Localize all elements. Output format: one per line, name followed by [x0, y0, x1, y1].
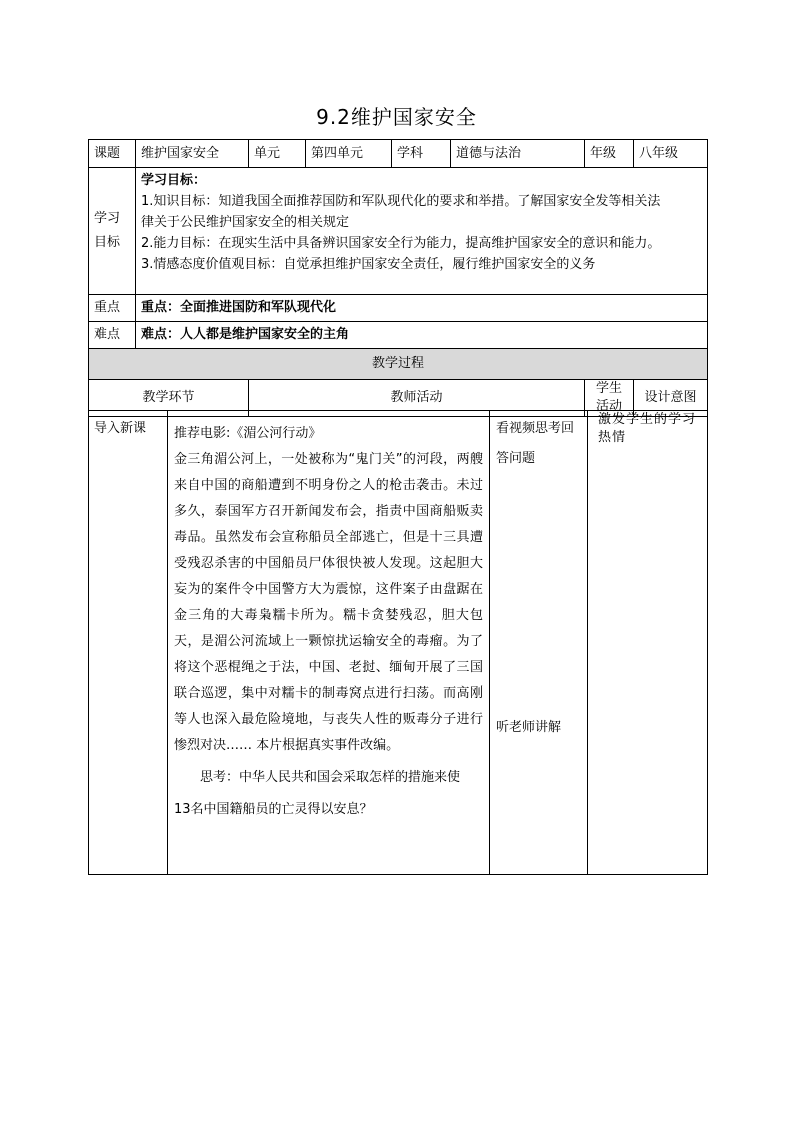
goals-content — [136, 168, 708, 295]
key-point-row — [89, 295, 708, 322]
col-design-label: 设计意图 — [644, 390, 697, 405]
goals-line: 律关于公民维护国家安全的相关规定 — [141, 215, 350, 230]
process-title-row — [89, 349, 708, 380]
teacher-activity — [168, 411, 490, 875]
goals-label — [89, 168, 136, 295]
unit-label: 单元 — [249, 140, 306, 168]
design-intent-text: 激发学生的学习热情 — [598, 412, 697, 445]
grade-label: 年级 — [585, 140, 634, 168]
page-title: 9.2维护国家安全 — [316, 105, 477, 129]
goals-line: 2.能力目标：在现实生活中具备辨识国家安全行为能力，提高维护国家安全的意识和能力。 — [141, 236, 661, 251]
student-activity-1: 看视频思考回答问题 — [496, 421, 575, 466]
difficulty-label: 难点 — [89, 322, 136, 349]
key-point-value: 重点：全面推进国防和军队现代化 — [136, 295, 708, 322]
subject-value: 道德与法治 — [451, 140, 585, 168]
goals-row — [89, 168, 708, 295]
col-stage-label: 教学环节 — [142, 390, 195, 405]
difficulty-value: 难点：人人都是维护国家安全的主角 — [136, 322, 708, 349]
teacher-question-cont: 13名中国籍船员的亡灵得以安息？ — [174, 802, 373, 817]
step-stage — [89, 411, 168, 875]
col-teacher-label: 教师活动 — [390, 390, 443, 405]
design-intent — [588, 411, 708, 875]
teacher-story: 金三角湄公河上，一处被称为“鬼门关”的河段，两艘来自中国的商船遭到不明身份之人的枪击袭击。未过多久，泰国军方召开新闻发布会，指责中国商船贩卖毒品。虽然发布会宣称船员全部逃亡，但是十三具遭受残忍杀害的中国船员尸体很快被人发现。这起胆大妄为的案件令中国警方大为震惊，这件案子由盘踞在金三角的大毒枭糯卡所为。糯卡贪婪残忍，胆大包天，是湄公河流域上一颗惊扰运输安全的毒瘤。为了将这个恶棍绳之于法，中国、老挝、缅甸开展了三国联合巡逻，集中对糯卡的制毒窝点进行扫荡。而高刚等人也深入最危险境地，与丧失人性的贩毒分子进行惨烈对决…… 本片根据真实事件改编。 — [174, 452, 483, 753]
lesson-plan-table — [88, 139, 708, 417]
teacher-movie-line: 推荐电影:《湄公河行动》 — [174, 426, 322, 441]
student-activity — [490, 411, 588, 875]
step-row — [89, 411, 708, 875]
step-stage-label: 导入新课 — [94, 421, 147, 436]
topic-label: 课题 — [89, 140, 136, 168]
goals-label-line1: 学习 — [94, 211, 121, 226]
goals-label-line2: 目标 — [94, 235, 121, 250]
teacher-question: 思考：中华人民共和国会采取怎样的措施来使 — [200, 770, 461, 785]
key-point-label: 重点 — [89, 295, 136, 322]
goals-line: 3.情感态度价值观目标：自觉承担维护国家安全责任，履行维护国家安全的义务 — [141, 257, 596, 272]
difficulty-row — [89, 322, 708, 349]
header-row — [89, 140, 708, 168]
process-title: 教学过程 — [89, 349, 708, 380]
process-body-table — [88, 410, 708, 875]
student-activity-2: 听老师讲解 — [496, 720, 562, 735]
goals-line: 1.知识目标：知道我国全面推荐国防和军队现代化的要求和举措。了解国家安全发等相关法 — [141, 194, 661, 209]
subject-label: 学科 — [392, 140, 451, 168]
topic-value: 维护国家安全 — [136, 140, 249, 168]
grade-value: 八年级 — [634, 140, 708, 168]
col-student-label: 学生活动 — [595, 381, 622, 414]
goals-heading: 学习目标： — [141, 173, 207, 188]
unit-value: 第四单元 — [306, 140, 392, 168]
